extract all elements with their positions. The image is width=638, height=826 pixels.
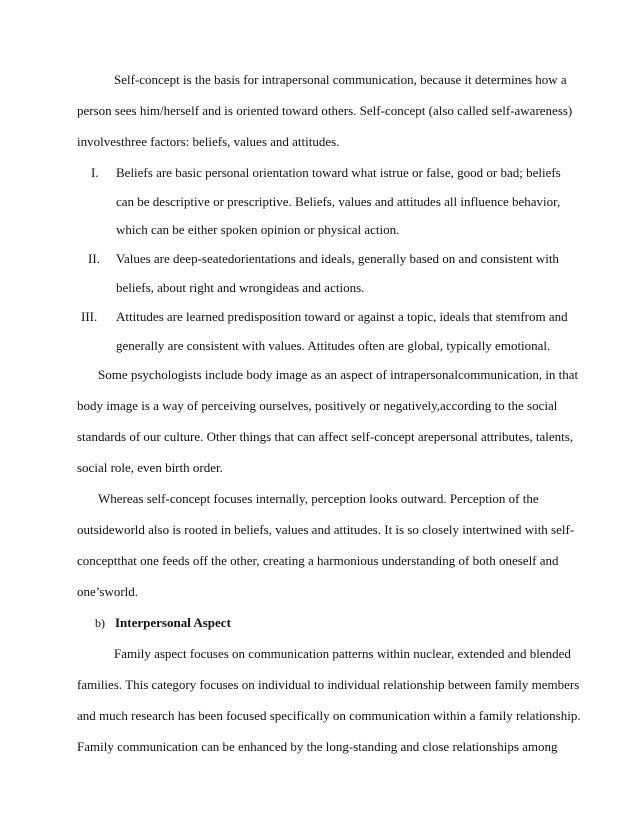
list-numeral-1: I. xyxy=(91,165,99,180)
paragraph-1-line-3: involvesthree factors: beliefs, values and attitudes. xyxy=(77,134,340,149)
list-numeral-3: III. xyxy=(81,309,98,324)
paragraph-2-line-3: standards of our culture. Other things that can affect self-concept arepersonal attributes, talents, xyxy=(77,429,574,444)
list-item-3-line-1: Attitudes are learned predisposition toward or against a topic, ideals that stemfrom and xyxy=(116,309,568,324)
paragraph-3-line-1: Whereas self-concept focuses internally, perception looks outward. Perception of the xyxy=(98,491,539,506)
list-item-1-line-3: which can be either spoken opinion or physical action. xyxy=(116,222,400,237)
section-label: b) xyxy=(95,616,105,630)
paragraph-4-line-2: families. This category focuses on individual to individual relationship between family members xyxy=(77,677,580,692)
list-item-2-line-2: beliefs, about right and wrongideas and actions. xyxy=(116,280,365,295)
section-heading: Interpersonal Aspect xyxy=(115,615,231,630)
paragraph-4-line-1: Family aspect focuses on communication patterns within nuclear, extended and blended xyxy=(114,646,571,661)
list-item-2-line-1: Values are deep-seatedorientations and ideals, generally based on and consistent with xyxy=(116,251,559,266)
paragraph-4-line-3: and much research has been focused specifically on communication within a family relationship. xyxy=(77,708,581,723)
paragraph-3-line-3: conceptthat one feeds off the other, creating a harmonious understanding of both oneself and xyxy=(77,553,559,568)
list-item-1-line-1: Beliefs are basic personal orientation toward what istrue or false, good or bad; beliefs xyxy=(116,165,561,180)
list-item-1-line-2: can be descriptive or prescriptive. Beliefs, values and attitudes all influence behavior, xyxy=(116,194,561,209)
list-item-3-line-2: generally are consistent with values. Attitudes often are global, typically emotional. xyxy=(116,338,551,353)
paragraph-1-line-1: Self-concept is the basis for intrapersonal communication, because it determines how a xyxy=(114,72,567,87)
paragraph-3-line-4: one’sworld. xyxy=(77,584,139,599)
paragraph-2-line-1: Some psychologists include body image as an aspect of intrapersonalcommunication, in that xyxy=(98,367,579,382)
paragraph-2-line-2: body image is a way of perceiving ourselves, positively or negatively,according to the social xyxy=(77,398,558,413)
paragraph-3-line-2: outsideworld also is rooted in beliefs, values and attitudes. It is so closely intertwined with self- xyxy=(77,522,575,537)
paragraph-4-line-4: Family communication can be enhanced by the long-standing and close relationships among xyxy=(77,739,558,754)
list-numeral-2: II. xyxy=(88,251,100,266)
paragraph-2-line-4: social role, even birth order. xyxy=(77,460,223,475)
paragraph-1-line-2: person sees him/herself and is oriented toward others. Self-concept (also called self-awareness) xyxy=(77,103,573,118)
